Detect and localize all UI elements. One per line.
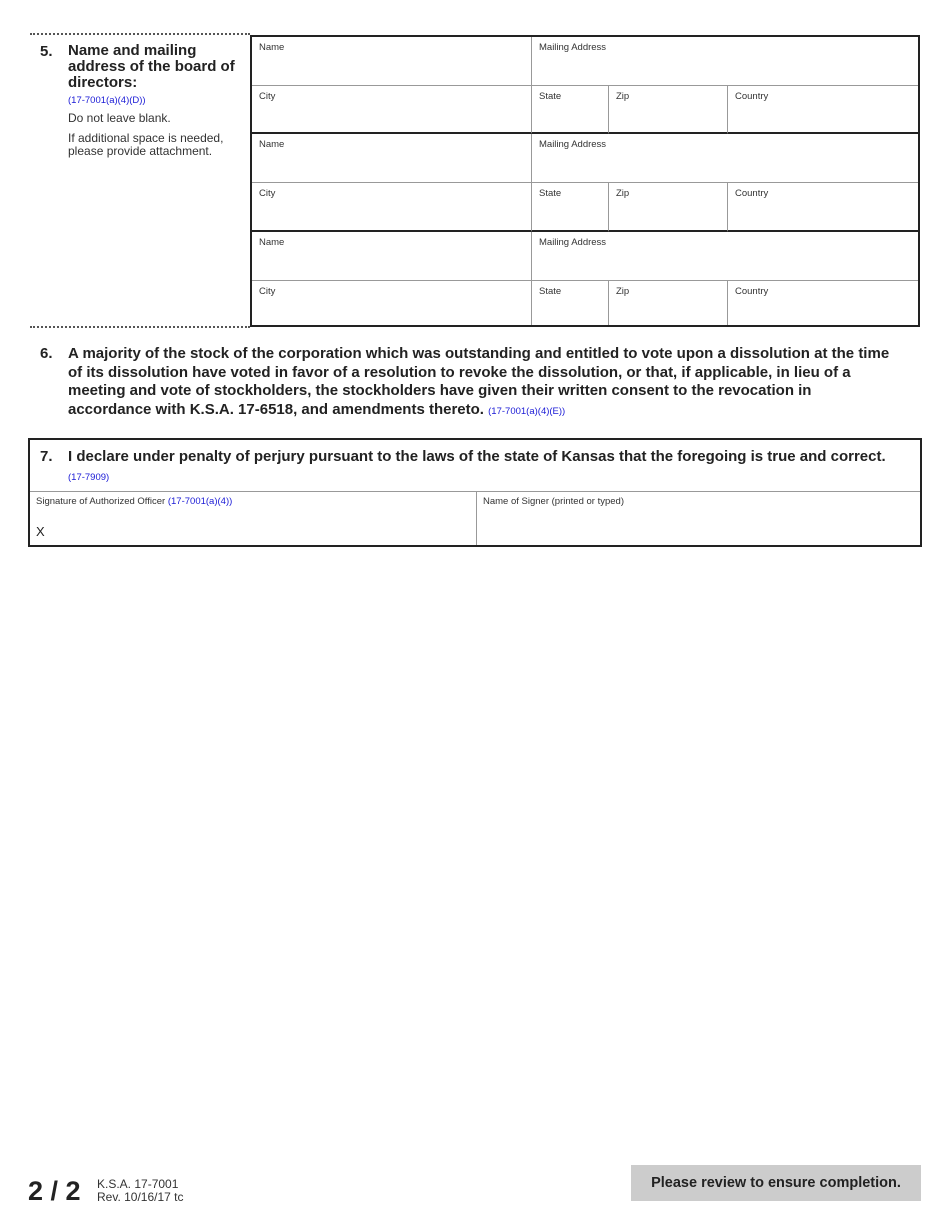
director1-name-field[interactable] [252, 37, 532, 86]
city-label: City [259, 188, 276, 199]
name-label: Name [259, 139, 285, 150]
page-number: 2 / 2 [28, 1176, 81, 1206]
signature-field[interactable] [30, 492, 476, 545]
section6-text: A majority of the stock of the corporation which was outstanding and entitled to vote upon a dissolution at the time of its dissolution have voted in favor of a resolution to revoke the dissolution, or that, if applicable, in lieu of a meeting and vote of stockholders, the stockholders have given their written consent to the revocation in accordance with K.S.A. 17-6518, and amendments thereto. [68, 345, 890, 418]
signature-x-mark: X [36, 524, 45, 539]
director2-name-field[interactable] [252, 134, 532, 183]
signer-name-label: Name of Signer (printed or typed) [483, 496, 624, 507]
director3-mailing-address-field[interactable] [532, 232, 918, 281]
country-label: Country [735, 188, 769, 199]
statute-reference: K.S.A. 17-7001 [97, 1177, 179, 1191]
signer-name-field[interactable] [477, 492, 920, 545]
director3-state-field[interactable] [532, 281, 609, 325]
director2-city-field[interactable] [252, 183, 532, 232]
name-label: Name [259, 42, 285, 53]
director3-zip-field[interactable] [609, 281, 728, 325]
section6-number: 6. [40, 345, 53, 362]
revision-date: Rev. 10/16/17 tc [97, 1190, 184, 1204]
section7-number: 7. [40, 448, 53, 465]
director2-state-field[interactable] [532, 183, 609, 232]
section6-statute-ref: (17-7001(a)(4)(E)) [488, 405, 566, 417]
signature-label-text: Signature of Authorized Officer [36, 496, 166, 507]
section7-text: I declare under penalty of perjury pursuant to the laws of the state of Kansas that the foregoing is true and correct. [68, 448, 886, 465]
director1-city-field[interactable] [252, 86, 532, 134]
state-label: State [539, 91, 562, 102]
mailing-address-label: Mailing Address [539, 139, 607, 150]
section5-note-attachment: If additional space is needed, please provide attachment. [68, 131, 224, 158]
board-of-directors-table [250, 35, 920, 327]
director2-zip-field[interactable] [609, 183, 728, 232]
review-completion-button[interactable]: Please review to ensure completion. [631, 1165, 921, 1201]
statute-revision [97, 1178, 184, 1204]
state-label: State [539, 188, 562, 199]
section5-note-required: Do not leave blank. [68, 111, 171, 125]
section7-statute-ref: (17-7909) [68, 471, 110, 483]
section6-statement [68, 345, 898, 421]
director1-zip-field[interactable] [609, 86, 728, 134]
section7-statement [68, 448, 898, 487]
city-label: City [259, 91, 276, 102]
section7-declaration-box [28, 438, 922, 547]
state-label: State [539, 286, 562, 297]
zip-label: Zip [616, 188, 630, 199]
city-label: City [259, 286, 276, 297]
director1-mailing-address-field[interactable] [532, 37, 918, 86]
name-label: Name [259, 237, 285, 248]
director3-name-field[interactable] [252, 232, 532, 281]
zip-label: Zip [616, 91, 630, 102]
signature-statute-ref: (17-7001(a)(4)) [167, 496, 233, 507]
country-label: Country [735, 91, 769, 102]
section5-top-divider [30, 33, 250, 35]
director3-city-field[interactable] [252, 281, 532, 325]
signature-label [36, 496, 232, 507]
zip-label: Zip [616, 286, 630, 297]
director1-state-field[interactable] [532, 86, 609, 134]
section5-title: Name and mailing address of the board of directors: [68, 42, 235, 91]
mailing-address-label: Mailing Address [539, 42, 607, 53]
section5-statute-ref: (17-7001(a)(4)(D)) [68, 95, 146, 106]
director1-country-field[interactable] [728, 86, 918, 134]
mailing-address-label: Mailing Address [539, 237, 607, 248]
section5-number: 5. [40, 43, 53, 60]
country-label: Country [735, 286, 769, 297]
director2-mailing-address-field[interactable] [532, 134, 918, 183]
section5-bottom-divider [30, 326, 250, 328]
director3-country-field[interactable] [728, 281, 918, 325]
director2-country-field[interactable] [728, 183, 918, 232]
